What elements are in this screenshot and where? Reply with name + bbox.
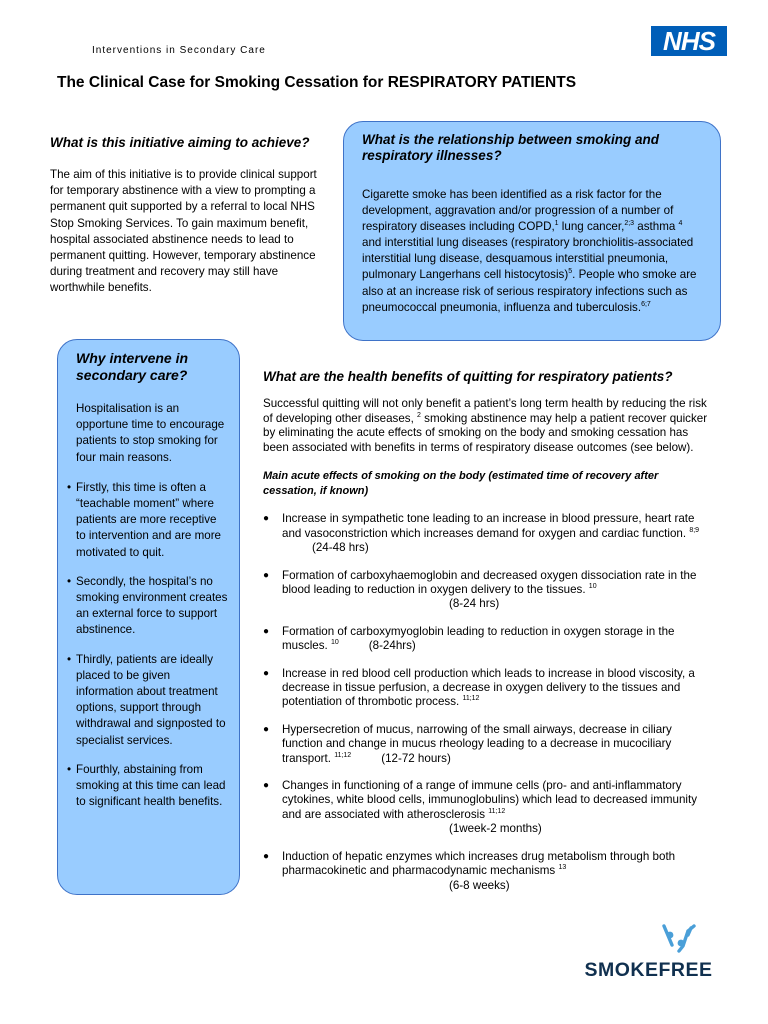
effects-list <box>263 512 713 893</box>
smokefree-logo <box>566 923 731 983</box>
people-figures-icon <box>566 923 731 959</box>
recovery-time: (24-48 hrs) <box>312 541 369 555</box>
smokefree-brand: SMOKEFREE <box>584 959 713 981</box>
relationship-heading: What is the relationship between smoking and respiratory illnesses? <box>362 132 660 163</box>
list-item: ● Increase in red blood cell production which leads to increase in blood viscosity, a decrease in tissue perfusion, a decrease in oxygen delivery to the tissues and potentiation of thrombotic process. $^{11;12}$ <box>263 666 695 709</box>
relationship-box <box>343 121 721 341</box>
bullet-icon: ● <box>263 513 270 525</box>
aim-section <box>50 135 330 297</box>
bullet-icon: ● <box>263 780 270 792</box>
benefits-heading: What are the health benefits of quitting for respiratory patients? <box>263 369 673 384</box>
why-box <box>57 339 240 895</box>
aim-text: The aim of this initiative is to provide clinical support for temporary abstinence with a view to prompting a permanent quit supported by a referral to local NHS Stop Smoking Services. To gain maximum benefit, hospital associated abstinence needs to lead to permanent quitting. However, temporary abstinence during treatment and recovery may still have worthwhile benefits. <box>50 168 317 295</box>
list-item: ● Induction of hepatic enzymes which increases drug metabolism through both pharmacokinetic and pharmacodynamic mechanisms $^{13}$ (6-8 weeks) <box>263 850 713 893</box>
bullet-icon: ● <box>263 667 270 679</box>
recovery-time: (1week-2 months) <box>449 822 542 836</box>
recovery-time: (6-8 weeks) <box>449 878 510 892</box>
nhs-logo: NHS <box>651 26 727 56</box>
list-item: ● Changes in functioning of a range of immune cells (pro- and anti-inflammatory cytokines, white blood cells, immunoglobulins) which lead to decreased immunity and are associated with atherosclerosis $^{11;12}$ (1week-2 months) <box>263 779 713 837</box>
list-item: ● Formation of carboxymyoglobin leading to reduction in oxygen storage in the muscles. $^{10}$ (8-24hrs) <box>263 624 675 653</box>
recovery-time: (8-24hrs) <box>368 639 416 653</box>
list-item: • Secondly, the hospital’s no smoking environment creates an external force to support abstinence. <box>67 574 228 637</box>
list-item: • Thirdly, patients are ideally placed to be given information about treatment options, support through withdrawal and signposted to specialist services. <box>67 652 226 747</box>
why-heading: Why intervene in secondary care? <box>76 350 189 383</box>
recovery-time: (8-24 hrs) <box>449 597 500 611</box>
list-item: ● Hypersecretion of mucus, narrowing of the small airways, decrease in ciliary function and change in mucus rheology leading to a decrease in mucociliary transport. $^{11;12}$ (12-72 hours) <box>263 722 672 765</box>
bullet-icon: ● <box>263 569 270 581</box>
bullet-icon: ● <box>263 850 270 862</box>
recovery-time: (12-72 hours) <box>381 751 451 765</box>
why-intro: Hospitalisation is an opportune time to encourage patients to stop smoking for four main reasons. <box>76 402 225 464</box>
list-item: • Firstly, this time is often a “teachable moment” where patients are more receptive to intervention and are more motivated to quit. <box>67 480 222 559</box>
relationship-text: Cigarette smoke has been identified as a risk factor for the development, aggravation and/or progression of a number of respiratory diseases including COPD,$^1$ lung cancer,$^{2;3}$ asthma $^4$ and interstitial lung diseases (respiratory bronchiolitis-associated interstitial lung disease, desquamous interstitial pneumonia, pulmonary Langerhans cell histocytosis)$^5$. People who smoke are also at an increase risk of serious respiratory infections such as pneumococcal pneumonia, influenza and tuberculosis.$^{6;7}$ <box>362 188 697 314</box>
benefits-intro: Successful quitting will not only benefit a patient’s long term health by reducing the risk of developing other diseases, $^2$ smoking abstinence may help a patient recover quicker by eliminating the acute effects of smoking on the body and smoking cessation has been associated with benefits in terms of respiratory disease outcomes (see below). <box>263 397 708 454</box>
page-title: The Clinical Case for Smoking Cessation for RESPIRATORY PATIENTS <box>57 74 577 91</box>
list-item: ● Increase in sympathetic tone leading to an increase in blood pressure, heart rate and vasoconstriction which increases demand for oxygen and cardiac function. $^{8;9}$(24-48 hrs) <box>263 512 700 555</box>
bullet-icon: ● <box>263 625 270 637</box>
section-label: Interventions in Secondary Care <box>92 45 266 56</box>
effects-subheading: Main acute effects of smoking on the body (estimated time of recovery after cessation, if known) <box>263 470 659 497</box>
bullet-icon: ● <box>263 723 270 735</box>
list-item: ● Formation of carboxyhaemoglobin and decreased oxygen dissociation rate in the blood leading to reduction in oxygen delivery to the tissues. $^{10}$ (8-24 hrs) <box>263 569 713 612</box>
why-list <box>67 480 229 811</box>
benefits-section <box>263 369 713 906</box>
aim-heading: What is this initiative aiming to achieve? <box>50 135 310 150</box>
list-item: • Fourthly, abstaining from smoking at this time can lead to significant health benefits. <box>67 762 226 809</box>
